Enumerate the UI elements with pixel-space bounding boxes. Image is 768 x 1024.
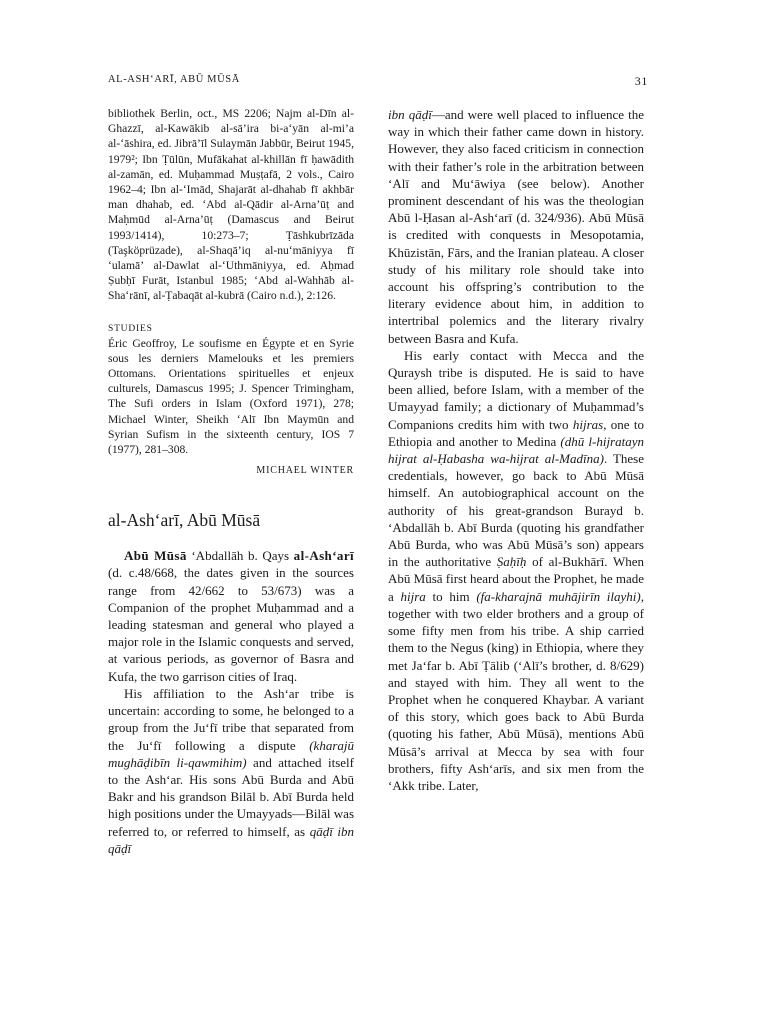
entry-headword: Abū Mūsā [124,548,187,564]
entry-text-segment: His affiliation to the Ash‘ar tribe is uncertain: according to some, he belonged to a group from the Ju‘fī tribe that separated from the Ju‘fī following a dispute [108,685,354,753]
studies-label: STUDIES [108,323,153,334]
page-number: 31 [634,74,648,88]
italic-phrase: (kharajū mughāḍibīn li-qawmihim) [108,737,354,770]
entry-text-segment: His early contact with Mecca and the Quraysh tribe is disputed. He is said to have been allied, before Islam, with a member of the Umayyad family; a dictionary of Muḥammad’s Companions credits him with two [388,347,644,432]
entry-text-segment: , together with two elder brothers and a group of some fifty men from his tribe. A ship carried them to the Negus (king) in Ethiopia, where they met Ja‘far b. Abī Ṭālib (‘Alī’s brother, d. 8/629) and stayed with him. They all went to the Prophet when he conquered Khaybar. A variant of this story, which goes back to Abū Burda (quoting his father, Abū Mūsā), mentions Abū Mūsā’s arrival at Mecca by sea with four brothers, fifty Ash‘arīs, and six men from the ‘Akk tribe. Later, [388,588,644,793]
entry-text-segment: and attached itself to the Ash‘ar. His sons Abū Burda and Abū Bakr and his grandson Bilāl b. Abī Burda held high positions under the Umayyads—Bilāl was referred to, or referred to himself, as [108,754,354,839]
entry-text-segment: . These credentials, however, go back to Abū Mūsā himself. An autobiographical account on the authority of his great-grandson Burayd b. ‘Abdallāh b. Abī Burda (quoting his grandfather Abū Burda, who was Abū Mūsā’s son) appears in the authoritative [388,451,645,570]
entry-text-segment: to him [425,588,477,604]
italic-phrase: (fa-kharajnā muhājirīn ilayhi) [476,588,641,604]
entry-text-segment: —and were well placed to influence the way in which their father came down in history. However, they also faced criticism in connection with their father’s role in the arbitration between ‘Alī and Mu‘āwiya (see below). Another prominent descendant of his was the theologian Abū l-Ḥasan al-Ash‘arī (d. 324/936). Abū Mūsā is credited with conquests in Mesopotamia, Khūzistān, Fārs, and the Iranian plateau. A closer study of his military role should take into account his offspring’s contribution to the literary evidence about him, in addition to intertribal polemics and the literary rivalry between Basra and Kufa. [388,107,644,346]
sources-block [108,106,354,304]
italic-phrase: Ṣaḥīḥ [496,554,527,570]
entry-text-segment: , one to Ethiopia and another to Medina [388,416,644,449]
author-signature: MICHAEL WINTER [256,465,354,477]
sources-text: bibliothek Berlin, oct., MS 2206; Najm al-Dīn al-Ghazzī, al-Kawākib al-sā’ira bi-a‘yān al-mi’a al-‘āshira, ed. Jibrā’īl Sulaymān Jabbūr, Beirut 1945, 1979²; Ibn Ṭūlūn, Mufākahat al-khillān fī ḥawādith al-zamān, ed. Muḥammad Muṣṭafā, 2 vols., Cairo 1962–4; Ibn al-‘Imād, Shajarāt al-dhahab fī akhbār man dhahab, ed. ‘Abd al-Qādir al-Arna’ūṭ and Maḥmūd al-Arna’ūṭ (Damascus and Beirut 1993/1414), 10:273–7; Ṭāshkubrīzāda (Taşköprüzade), al-Shaqā’iq al-nu‘māniyya fī ‘ulamā’ al-Dawlat al-‘Uthmāniyya, ed. Aḥmad Ṣubḥī Furāt, Istanbul 1985; ‘Abd al-Wahhāb al-Sha‘rānī, al-Ṭabaqāt al-kubrā (Cairo n.d.), 2:126. [108,107,354,303]
italic-phrase: hijra [400,588,426,604]
right-column [388,106,644,794]
entry-paragraph-2 [108,685,354,857]
entry-headword-nisba: al-Ash‘arī [293,548,355,564]
page-header [108,74,648,90]
entry-paragraph-1 [108,547,354,685]
italic-phrase: ibn qāḍī [388,107,432,122]
italic-phrase: (dhū l-hijratayn hijrat al-Ḥabasha wa-hijrat al-Madīna) [388,433,644,467]
studies-text: Éric Geoffroy, Le soufisme en Égypte et en Syrie sous les derniers Mamelouks et les premiers Ottomans. Orientations spirituelles et enjeux culturels, Damascus 1995; J. Spencer Trimingham, The Sufi orders in Islam (Oxford 1971), 278; Michael Winter, Sheikh ‘Alī Ibn Maymūn and Syrian Sufism in the sixteenth century, IOS 7 (1977), 281–308. [108,336,354,457]
italic-phrase: hijras [572,416,604,432]
entry-text-segment: (d. c.48/668, the dates given in the sources range from 42/662 to 53/673) was a Companion of the prophet Muḥammad and a leading statesman and general who played a major role in the Islamic conquests and served, at various periods, as governor of Basra and Kufa, the two garrison cities of Iraq. [108,565,354,684]
entry-text-segment: of al-Bukhārī. When Abū Mūsā first heard about the Prophet, he made a [388,554,644,604]
entry-text-segment: ‘Abdallāh b. Qays [186,548,294,564]
entry-paragraph-2-cont [388,106,644,347]
italic-phrase: qāḍī ibn qāḍī [108,823,354,856]
entry-title: al-Ash‘arī, Abū Mūsā [108,510,261,531]
entry-paragraph-3 [388,347,644,794]
left-column [108,106,354,857]
running-head: AL-ASH‘ARĪ, ABŪ MŪSĀ [108,74,240,85]
